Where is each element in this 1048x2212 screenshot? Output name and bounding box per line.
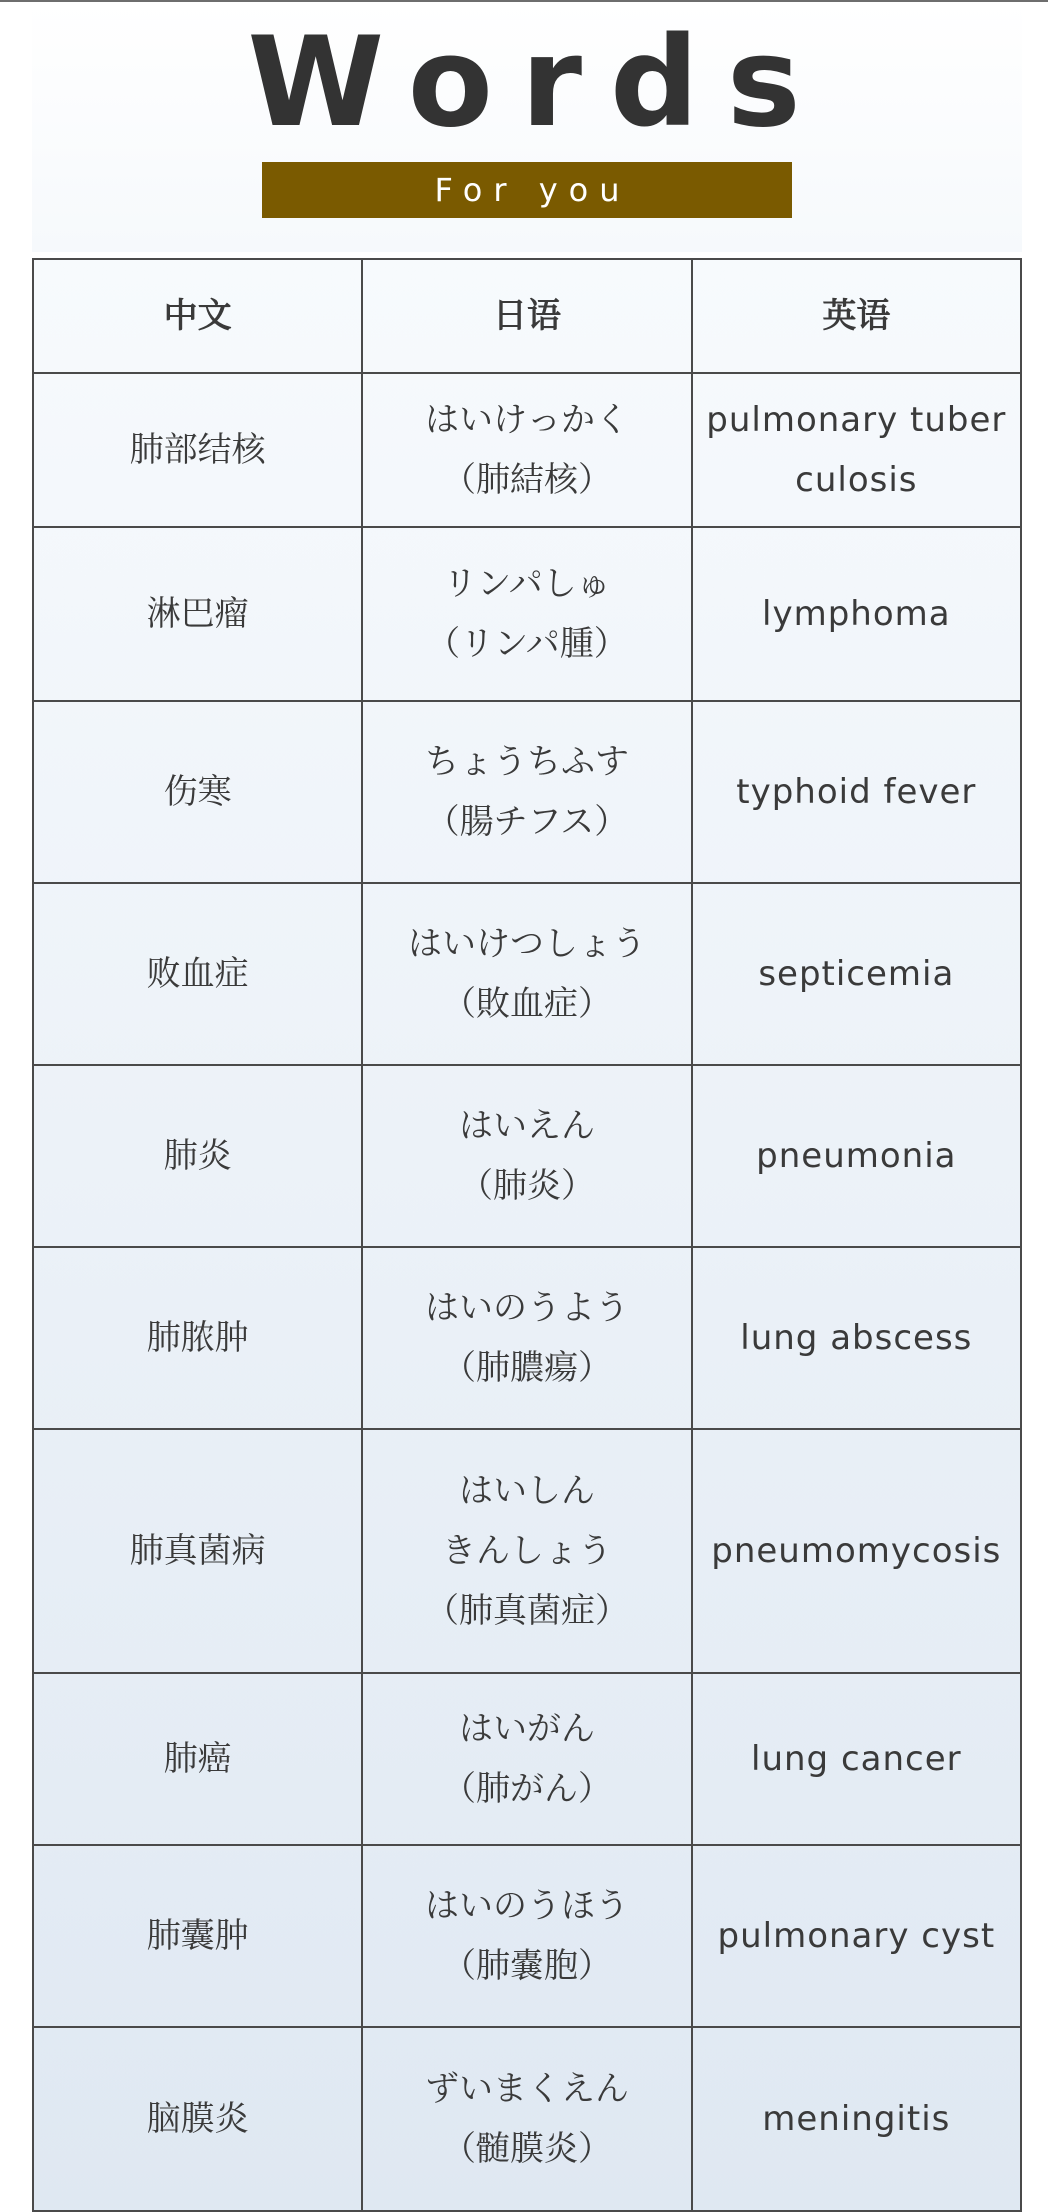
japanese-line: リンパしゅ — [443, 564, 611, 604]
table-row — [33, 373, 1021, 527]
japanese-line: はいしん — [458, 1471, 595, 1511]
english-line: culosis — [795, 460, 918, 500]
english-line: septicemia — [758, 954, 955, 994]
table-row — [33, 527, 1021, 701]
subtitle-banner: For you — [262, 162, 792, 218]
japanese-line: はいけつしょう — [407, 924, 646, 964]
table-row — [33, 1673, 1021, 1845]
table-row — [33, 701, 1021, 883]
japanese-line: はいえん — [458, 1106, 595, 1146]
english-line: lung cancer — [751, 1739, 962, 1779]
japanese-line: （肺炎） — [458, 1166, 595, 1206]
cell-japanese — [362, 1673, 691, 1845]
japanese-line: はいのうほう — [424, 1886, 629, 1926]
cell-japanese — [362, 1429, 691, 1673]
cell-chinese: 脑膜炎 — [33, 2027, 362, 2211]
english-line: typhoid fever — [736, 772, 977, 812]
column-header-chinese: 中文 — [33, 259, 362, 373]
table-header-row — [33, 259, 1021, 373]
table-row — [33, 1429, 1021, 1673]
english-line: pneumonia — [756, 1136, 957, 1176]
english-line: lymphoma — [762, 594, 951, 634]
vocabulary-table — [32, 258, 1022, 2212]
cell-chinese: 肺脓肿 — [33, 1247, 362, 1429]
japanese-line: （肺膿瘍） — [441, 1348, 612, 1388]
english-line: pulmonary tuber — [706, 400, 1007, 440]
cell-chinese: 淋巴瘤 — [33, 527, 362, 701]
cell-english — [692, 1673, 1021, 1845]
column-header-english: 英语 — [692, 259, 1021, 373]
cell-japanese — [362, 2027, 691, 2211]
cell-japanese — [362, 701, 691, 883]
cell-japanese — [362, 1845, 691, 2027]
cell-english — [692, 1247, 1021, 1429]
cell-english — [692, 373, 1021, 527]
cell-chinese: 肺炎 — [33, 1065, 362, 1247]
cell-japanese — [362, 527, 691, 701]
japanese-line: はいのうよう — [424, 1288, 629, 1328]
japanese-line: ちょうちふす — [424, 742, 629, 782]
japanese-line: はいけっかく — [424, 400, 629, 440]
cell-chinese: 肺真菌病 — [33, 1429, 362, 1673]
cell-english — [692, 1065, 1021, 1247]
japanese-line: きんしょう — [441, 1531, 612, 1571]
table-row — [33, 2027, 1021, 2211]
japanese-line: （敗血症） — [441, 984, 612, 1024]
cell-english — [692, 1429, 1021, 1673]
japanese-line: （肺真菌症） — [424, 1591, 629, 1631]
english-line: pulmonary cyst — [717, 1916, 996, 1956]
table-row — [33, 883, 1021, 1065]
cell-english — [692, 701, 1021, 883]
table-body — [33, 373, 1021, 2211]
english-line: meningitis — [762, 2099, 951, 2139]
english-line: lung abscess — [740, 1318, 973, 1358]
cell-japanese — [362, 883, 691, 1065]
japanese-line: （肺がん） — [441, 1769, 612, 1809]
cell-chinese: 败血症 — [33, 883, 362, 1065]
cell-chinese: 肺部结核 — [33, 373, 362, 527]
table-row — [33, 1845, 1021, 2027]
english-line: pneumomycosis — [711, 1531, 1002, 1571]
cell-english — [692, 1845, 1021, 2027]
japanese-line: （肺結核） — [441, 460, 612, 500]
cell-chinese: 伤寒 — [33, 701, 362, 883]
japanese-line: はいがん — [458, 1709, 595, 1749]
cell-english — [692, 883, 1021, 1065]
japanese-line: （肺嚢胞） — [441, 1946, 612, 1986]
japanese-line: （リンパ腫） — [426, 624, 628, 664]
column-header-japanese: 日语 — [362, 259, 691, 373]
cell-english — [692, 527, 1021, 701]
cell-chinese: 肺癌 — [33, 1673, 362, 1845]
cell-chinese: 肺囊肿 — [33, 1845, 362, 2027]
cell-japanese — [362, 1247, 691, 1429]
cell-japanese — [362, 1065, 691, 1247]
page-title: Words — [247, 11, 829, 155]
cell-japanese — [362, 373, 691, 527]
cell-english — [692, 2027, 1021, 2211]
japanese-line: （髄膜炎） — [441, 2129, 612, 2169]
japanese-line: ずいまくえん — [424, 2069, 629, 2109]
table-row — [33, 1247, 1021, 1429]
table-row — [33, 1065, 1021, 1247]
japanese-line: （腸チフス） — [425, 802, 629, 842]
